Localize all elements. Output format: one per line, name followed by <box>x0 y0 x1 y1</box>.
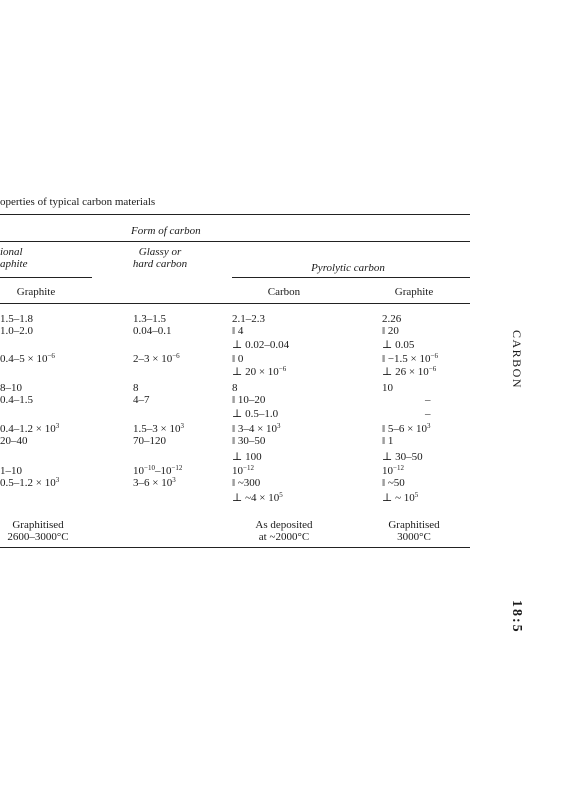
footer-conventional-1: Graphitised <box>12 519 64 531</box>
cell: $10^{-12}$ <box>232 464 254 477</box>
footer-conventional-2: 2600–3000°C <box>7 531 69 543</box>
cell: $10^{-10}-10^{-12}$ <box>133 464 183 477</box>
cell: ⊥ 100 <box>232 451 262 463</box>
header-sub-graphite: Graphite <box>16 286 56 298</box>
cell: ⊥ $26 \times 10^{-6}$ <box>382 365 437 378</box>
cell: ‖ 30–50 <box>232 435 266 447</box>
header-rule <box>0 241 470 242</box>
cell: ‖ $3-4 \times 10^3$ <box>232 422 281 435</box>
cell: 70–120 <box>133 435 166 447</box>
header-pyrolytic: Pyrolytic carbon <box>311 262 385 274</box>
table-caption: operties of typical carbon materials <box>0 196 156 208</box>
cell: ⊥ 30–50 <box>382 451 423 463</box>
cell: ⊥ 0.02–0.04 <box>232 339 290 351</box>
cell: 1–10 <box>0 465 22 477</box>
header-conventional-2: aphite <box>0 258 28 270</box>
header-glassy-1: Glassy or <box>138 246 182 258</box>
cell: 2.26 <box>382 313 402 325</box>
chapter-label: CARBON <box>510 330 524 390</box>
conventional-rule <box>0 277 92 278</box>
header-glassy-2: hard carbon <box>132 258 188 270</box>
footer-pyro-graphite-1: Graphitised <box>388 519 440 531</box>
cell: ⊥ ~ $10^5$ <box>382 491 419 504</box>
cell: 2.1–2.3 <box>232 313 265 325</box>
header-conventional-1: ional <box>0 246 23 258</box>
cell: $0.4-1.2 \times 10^3$ <box>0 422 60 435</box>
cell: 10 <box>382 382 393 394</box>
footer-pyro-graphite-2: 3000°C <box>397 531 431 543</box>
cell: 1.0–2.0 <box>0 325 33 337</box>
header-bottom-rule <box>0 303 470 304</box>
cell: ‖ $-1.5 \times 10^{-6}$ <box>382 352 438 365</box>
cell: ‖ 0 <box>232 353 244 365</box>
cell: $10^{-12}$ <box>382 464 404 477</box>
cell: 20–40 <box>0 435 28 447</box>
cell: – <box>425 394 431 406</box>
footer-pyro-carbon-2: at ~2000°C <box>258 531 310 543</box>
cell: $3-6 \times 10^3$ <box>133 476 176 489</box>
cell: ‖ 20 <box>382 325 399 337</box>
page-number: 18:5 <box>509 600 524 634</box>
header-form-of-carbon: Form of carbon <box>131 225 201 237</box>
cell: 8 <box>133 382 139 394</box>
table-bottom-rule <box>0 547 470 548</box>
header-sub-carbon: Carbon <box>267 286 301 298</box>
cell: 1.5–1.8 <box>0 313 33 325</box>
cell: ⊥ 0.5–1.0 <box>232 408 279 420</box>
cell: ⊥ 0.05 <box>382 339 415 351</box>
cell: ‖ ~300 <box>232 477 261 489</box>
cell: ‖ 10–20 <box>232 394 266 406</box>
cell: 0.04–0.1 <box>133 325 172 337</box>
cell: ‖ 4 <box>232 325 244 337</box>
cell: 8–10 <box>0 382 22 394</box>
cell: $2-3 \times 10^{-6}$ <box>133 352 180 365</box>
cell: – <box>425 408 431 420</box>
cell: $0.5-1.2 \times 10^3$ <box>0 476 60 489</box>
cell: 8 <box>232 382 238 394</box>
cell: ‖ 1 <box>382 435 394 447</box>
cell: $1.5-3 \times 10^3$ <box>133 422 184 435</box>
table-top-rule <box>0 214 470 215</box>
cell: 1.3–1.5 <box>133 313 166 325</box>
cell: ‖ $5-6 \times 10^3$ <box>382 422 431 435</box>
cell: ⊥ $20 \times 10^{-6}$ <box>232 365 287 378</box>
cell: 0.4–1.5 <box>0 394 33 406</box>
cell: ‖ ~50 <box>382 477 405 489</box>
header-sub-graphite-2: Graphite <box>394 286 434 298</box>
pyrolytic-rule <box>232 277 470 278</box>
cell: 4–7 <box>133 394 150 406</box>
cell: ⊥ ~4 × $10^5$ <box>232 491 283 504</box>
footer-pyro-carbon-1: As deposited <box>255 519 313 531</box>
cell: $0.4-5 \times 10^{-6}$ <box>0 352 55 365</box>
